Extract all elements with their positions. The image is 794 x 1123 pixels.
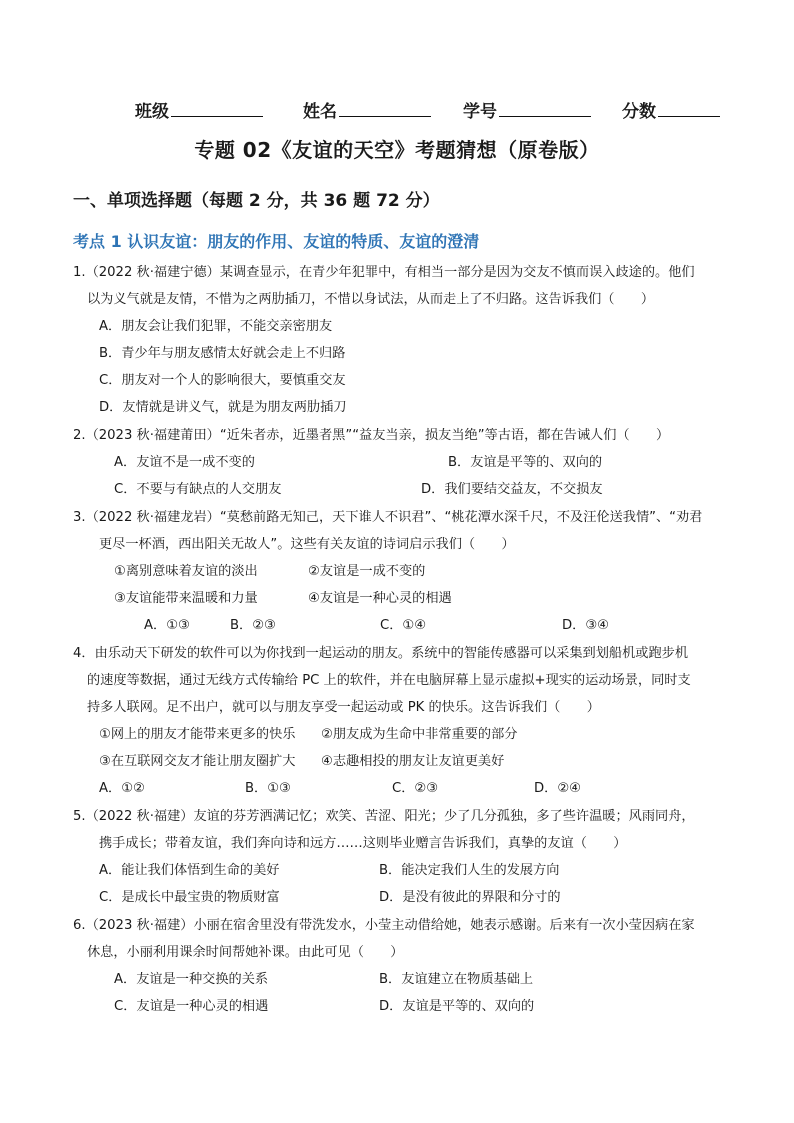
q1-stem-line-1: 1.（2022 秋·福建宁德）某调查显示，在青少年犯罪中，有相当一部分是因为交友不慎而误入歧途的。他们 [73,265,695,280]
q1-option-b: B．青少年与朋友感情太好就会走上不归路 [99,346,346,361]
q3-statement-1: ①离别意味着友谊的淡出 [114,564,258,579]
q4-option-b: B．①③ [245,781,291,796]
name-field [303,97,431,122]
q4-option-d: D．②④ [534,781,581,796]
student-id-field [463,97,591,122]
q4-statement-3: ③在互联网交友才能让朋友圈扩大 [99,754,296,769]
q5-stem-line-1: 5.（2022 秋·福建）友谊的芬芳洒满记忆；欢笑、苦涩、阳光；少了几分孤独，多了些许温暖；风雨同舟， [73,809,695,824]
q6-stem-line-2: 休息，小丽利用课余时间帮她补课。由此可见（ ） [87,945,404,960]
q4-statement-1: ①网上的朋友才能带来更多的快乐 [99,727,296,742]
q3-option-c: C．①④ [380,618,427,633]
name-label: 姓名 [303,102,337,122]
q4-stem-line-3: 持多人联网。足不出户，就可以与朋友享受一起运动或 PK 的快乐。这告诉我们（ ） [87,700,600,715]
class-label: 班级 [135,102,169,122]
q5-option-a: A．能让我们体悟到生命的美好 [99,863,280,878]
class-blank[interactable] [171,100,263,117]
section-heading: 一、单项选择题（每题 2 分，共 36 题 72 分） [73,191,440,211]
student-id-label: 学号 [463,102,497,122]
q2-option-c: C．不要与有缺点的人交朋友 [114,482,282,497]
q5-option-d: D．是没有彼此的界限和分寸的 [379,890,561,905]
q3-stem-line-2: 更尽一杯酒，西出阳关无故人”。这些有关友谊的诗词启示我们（ ） [99,537,515,552]
q3-option-a: A．①③ [144,618,190,633]
name-blank[interactable] [339,100,431,117]
q4-statement-2: ②朋友成为生命中非常重要的部分 [321,727,518,742]
student-id-blank[interactable] [499,100,591,117]
q4-option-a: A．①② [99,781,145,796]
q2-option-b: B．友谊是平等的、双向的 [448,455,603,470]
q3-option-b: B．②③ [230,618,276,633]
score-blank[interactable] [658,100,720,117]
q6-option-c: C．友谊是一种心灵的相遇 [114,999,269,1014]
q6-stem-line-1: 6.（2023 秋·福建）小丽在宿舍里没有带洗发水，小莹主动借给她，她表示感谢。后来有一次小莹因病在家 [73,918,695,933]
score-label: 分数 [622,102,656,122]
q1-option-c: C．朋友对一个人的影响很大，要慎重交友 [99,373,346,388]
q4-stem-line-1: 4．由乐动天下研发的软件可以为你找到一起运动的朋友。系统中的智能传感器可以采集到划船机或跑步机 [73,646,689,661]
q4-stem-line-2: 的速度等数据，通过无线方式传输给 PC 上的软件，并在电脑屏幕上显示虚拟+现实的运动场景，同时支 [87,673,691,688]
class-field [135,97,263,122]
page-title: 专题 02《友谊的天空》考题猜想（原卷版） [194,138,600,162]
q5-option-c: C．是成长中最宝贵的物质财富 [99,890,280,905]
q1-stem-line-2: 以为义气就是友情，不惜为之两肋插刀，不惜以身试法，从而走上了不归路。这告诉我们（ ） [87,292,655,307]
q6-option-a: A．友谊是一种交换的关系 [114,972,269,987]
q3-option-d: D．③④ [562,618,609,633]
q2-option-a: A．友谊不是一成不变的 [114,455,255,470]
topic-heading: 考点 1 认识友谊：朋友的作用、友谊的特质、友谊的澄清 [73,232,480,251]
q3-stem-line-1: 3.（2022 秋·福建龙岩）“莫愁前路无知己，天下谁人不识君”、“桃花潭水深千尺，不及汪伦送我情”、“劝君 [73,510,703,525]
q3-statement-2: ②友谊是一成不变的 [308,564,426,579]
q4-statement-4: ④志趣相投的朋友让友谊更美好 [321,754,505,769]
q6-option-b: B．友谊建立在物质基础上 [379,972,534,987]
q5-option-b: B．能决定我们人生的发展方向 [379,863,560,878]
q2-option-d: D．我们要结交益友，不交损友 [421,482,603,497]
q5-stem-line-2: 携手成长；带着友谊，我们奔向诗和远方……这则毕业赠言告诉我们，真挚的友谊（ ） [99,836,627,851]
q4-option-c: C．②③ [392,781,439,796]
q1-option-a: A．朋友会让我们犯罪，不能交亲密朋友 [99,319,333,334]
q1-option-d: D．友情就是讲义气，就是为朋友两肋插刀 [99,400,347,415]
q2-stem: 2.（2023 秋·福建莆田）“近朱者赤，近墨者黑”“益友当亲，损友当绝”等古语，都在告诫人们（ ） [73,428,670,443]
q6-option-d: D．友谊是平等的、双向的 [379,999,535,1014]
q3-statement-4: ④友谊是一种心灵的相遇 [308,591,452,606]
score-field [622,97,720,122]
q3-statement-3: ③友谊能带来温暖和力量 [114,591,258,606]
